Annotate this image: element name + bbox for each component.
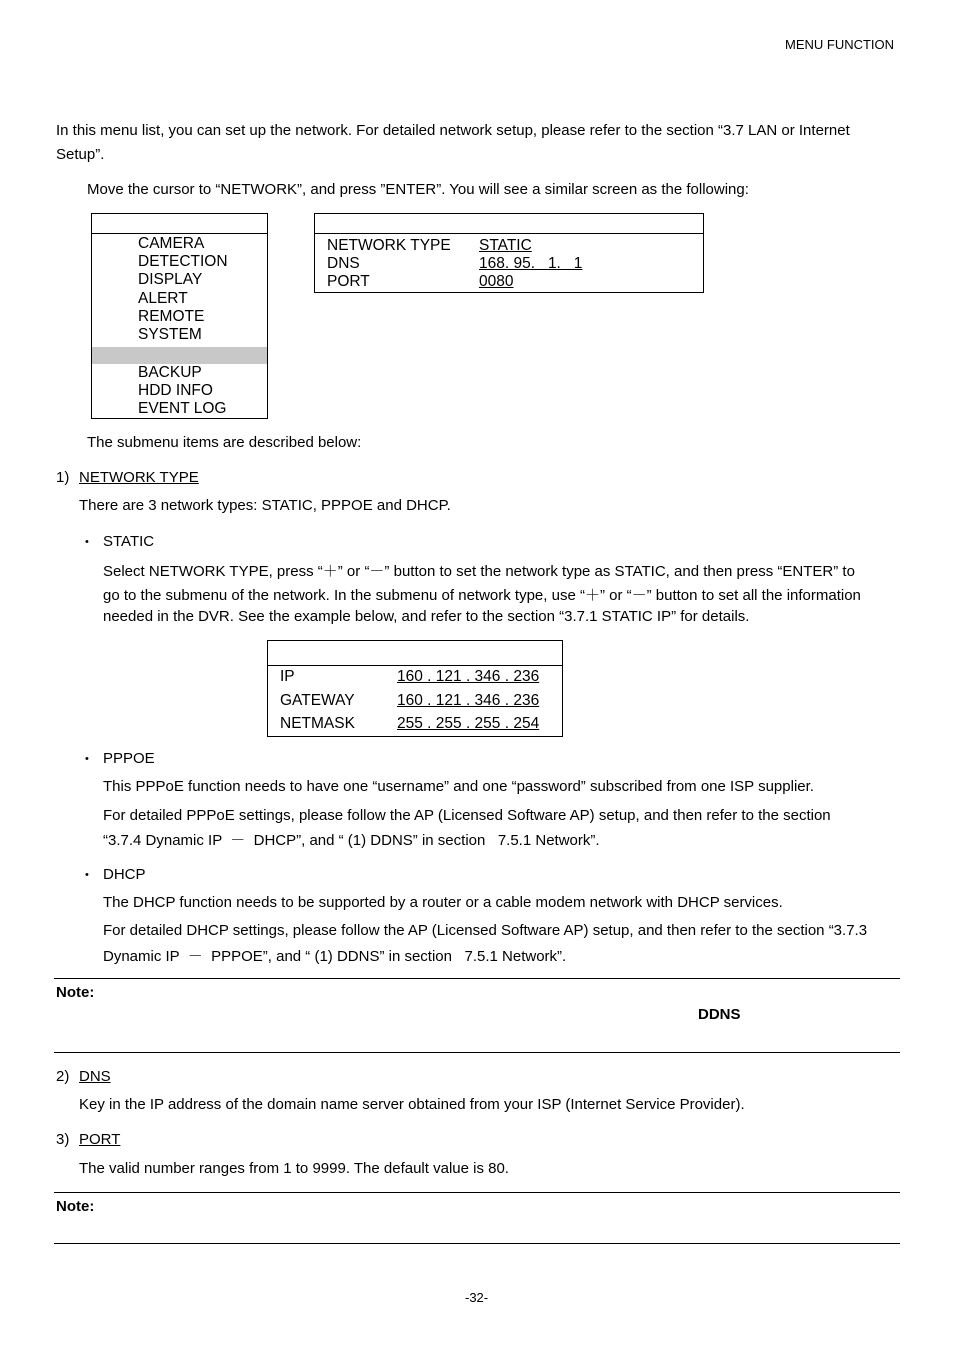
network-type-value[interactable]: STATIC	[479, 237, 532, 254]
note1-bottom-rule	[54, 1052, 900, 1053]
note1-keyword: DDNS	[698, 1006, 741, 1023]
section1-desc: There are 3 network types: STATIC, PPPOE and DHCP.	[79, 497, 451, 514]
note2-top-rule	[54, 1192, 900, 1193]
pppoe-line-2: For detailed PPPoE settings, please follow the AP (Licensed Software AP) setup, and then refer to the section	[103, 807, 831, 824]
network-settings-screen	[314, 213, 704, 293]
static-ip-screen-header	[268, 641, 562, 666]
section3-number: 3)	[56, 1131, 70, 1148]
dhcp-title: DHCP	[103, 866, 146, 883]
section1-title: NETWORK TYPE	[79, 469, 199, 486]
port-value[interactable]: 0080	[479, 273, 514, 290]
header-section-title: MENU FUNCTION	[785, 37, 895, 52]
submenu-intro: The submenu items are described below:	[87, 434, 362, 451]
static-line-2: go to the submenu of the network. In the submenu of network type, use “＋” or “－” button to set all the information	[103, 587, 861, 604]
note1-top-rule	[54, 978, 900, 979]
main-menu-list	[138, 235, 228, 344]
main-menu-header	[92, 214, 267, 234]
gateway-label: GATEWAY	[280, 692, 355, 709]
ip-label: IP	[280, 668, 295, 685]
network-type-label: NETWORK TYPE	[327, 237, 451, 254]
main-menu-screen	[91, 213, 268, 419]
section2-number: 2)	[56, 1068, 70, 1085]
gateway-value[interactable]: 160 . 121 . 346 . 236	[397, 692, 540, 709]
static-title: STATIC	[103, 533, 155, 550]
static-ip-screen	[267, 640, 563, 737]
network-screen-header	[315, 214, 703, 234]
note2-bottom-rule	[54, 1243, 900, 1244]
page-number: -32-	[465, 1290, 489, 1305]
menu-item-display[interactable]: DISPLAY	[138, 271, 203, 289]
section2-desc: Key in the IP address of the domain name server obtained from your ISP (Internet Service Provider).	[79, 1096, 745, 1113]
note2-label: Note:	[56, 1198, 95, 1215]
menu-item-backup[interactable]: BACKUP	[138, 364, 202, 381]
menu-item-remote[interactable]: REMOTE	[138, 307, 205, 325]
note1-label: Note:	[56, 984, 95, 1001]
section3-title: PORT	[79, 1131, 121, 1148]
port-label: PORT	[327, 273, 370, 290]
dhcp-line-1: The DHCP function needs to be supported by a router or a cable modem network with DHCP services.	[103, 894, 783, 911]
dhcp-line-3: Dynamic IP － PPPOE”, and “ (1) DDNS” in section 7.5.1 Network”.	[103, 948, 567, 965]
section1-number: 1)	[56, 469, 70, 486]
netmask-value[interactable]: 255 . 255 . 255 . 254	[397, 715, 540, 732]
intro-line-2: Setup”.	[56, 146, 105, 163]
main-menu-list-lower	[138, 364, 226, 419]
dns-value[interactable]: 168. 95. 1. 1	[479, 255, 583, 272]
menu-item-alert[interactable]: ALERT	[138, 289, 188, 307]
ip-value[interactable]: 160 . 121 . 346 . 236	[397, 668, 540, 685]
bullet-static: •	[85, 536, 89, 548]
menu-item-hdd-info[interactable]: HDD INFO	[138, 382, 213, 400]
static-line-3: needed in the DVR. See the example below, and refer to the section “3.7.1 STATIC IP” for details.	[103, 608, 750, 625]
pppoe-line-1: This PPPoE function needs to have one “username” and one “password” subscribed from one ISP supplier.	[103, 778, 814, 795]
menu-item-system[interactable]: SYSTEM	[138, 326, 202, 344]
pppoe-title: PPPOE	[103, 750, 155, 767]
dhcp-line-2: For detailed DHCP settings, please follow the AP (Licensed Software AP) setup, and then refer to the section “3.7.3	[103, 922, 868, 939]
netmask-label: NETMASK	[280, 715, 355, 732]
bullet-dhcp: •	[85, 869, 89, 881]
static-line-1: Select NETWORK TYPE, press “＋” or “－” button to set the network type as STATIC, and then press “ENTER” to	[103, 563, 855, 580]
menu-item-detection[interactable]: DETECTION	[138, 253, 228, 271]
pppoe-line-3: “3.7.4 Dynamic IP － DHCP”, and “ (1) DDNS” in section 7.5.1 Network”.	[103, 832, 600, 849]
dns-label: DNS	[327, 255, 360, 272]
bullet-pppoe: •	[85, 753, 89, 765]
section2-title: DNS	[79, 1068, 111, 1085]
intro-line-1: In this menu list, you can set up the network. For detailed network setup, please refer to the section “3.7 LAN or Internet	[56, 122, 850, 139]
menu-item-network-highlighted[interactable]	[92, 347, 267, 364]
intro-instruction: Move the cursor to “NETWORK”, and press ”ENTER”. You will see a similar screen as the following:	[87, 181, 749, 198]
section3-desc: The valid number ranges from 1 to 9999. The default value is 80.	[79, 1160, 509, 1177]
menu-item-event-log[interactable]: EVENT LOG	[138, 400, 227, 418]
menu-item-camera[interactable]: CAMERA	[138, 235, 205, 252]
